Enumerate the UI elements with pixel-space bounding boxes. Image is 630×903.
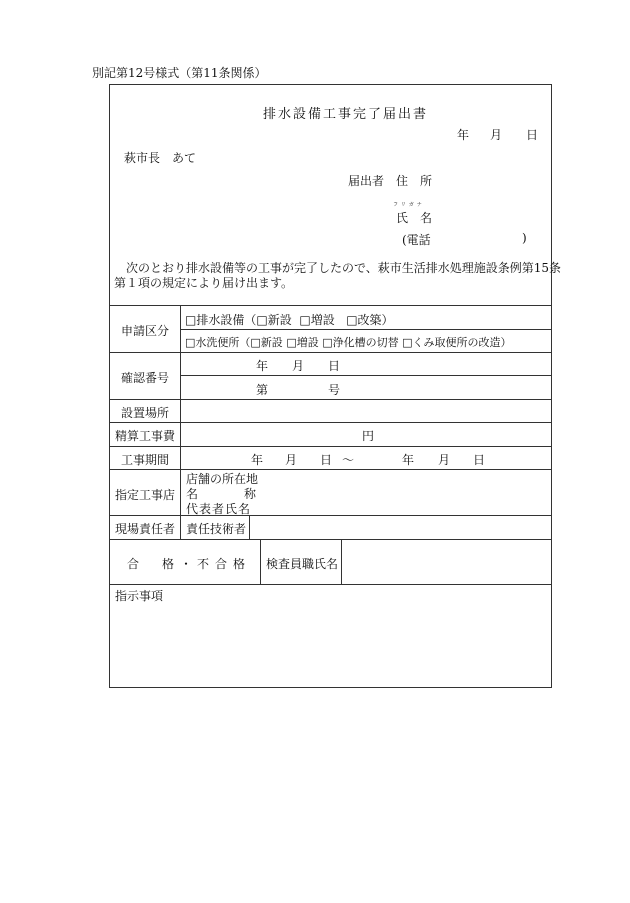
- contractor-rep-label: 代表者氏名: [186, 502, 252, 516]
- date-month: 月: [490, 128, 503, 142]
- toilet-add-checkbox[interactable]: □: [286, 336, 297, 349]
- period-m1: 月: [285, 453, 298, 467]
- fail-label: 不合格: [197, 557, 252, 571]
- table-top-line: [109, 305, 552, 306]
- add-checkbox[interactable]: □: [299, 313, 311, 327]
- name-ruby: フリガナ: [393, 202, 425, 208]
- location-label: 設置場所: [121, 406, 170, 420]
- cost-unit: 円: [362, 429, 375, 443]
- grid-line: [109, 422, 552, 423]
- contractor-name-label-b: 称: [244, 487, 257, 501]
- grid-line: [180, 375, 552, 376]
- grid-line: [109, 469, 552, 470]
- grid-line: [260, 539, 261, 584]
- site-manager-label: 現場責任者: [115, 522, 176, 536]
- addressee: 萩市長 あて: [124, 151, 197, 165]
- period-d1: 日: [320, 453, 333, 467]
- style-reference: 別記第12号様式（第11条関係）: [92, 66, 267, 80]
- contractor-label: 指定工事店: [115, 488, 176, 502]
- pass-char2: 格: [162, 557, 175, 571]
- application-row-toilet: [185, 334, 512, 350]
- grid-line: [341, 539, 342, 584]
- name-label: 氏 名: [396, 211, 433, 225]
- confirmation-month: 月: [292, 359, 305, 373]
- grid-line: [109, 446, 552, 447]
- notifier-label: 届出者: [348, 174, 385, 188]
- toilet-new-checkbox[interactable]: □: [250, 336, 261, 349]
- toilet-new-label: 新設: [260, 336, 283, 349]
- open-paren: （: [239, 336, 251, 349]
- address-label: 住 所: [396, 174, 433, 188]
- grid-line: [249, 515, 250, 539]
- cost-label: 精算工事費: [115, 429, 176, 443]
- septic-switch-label: 浄化槽の切替: [332, 336, 399, 349]
- phone-label: (電話: [402, 233, 431, 247]
- confirmation-dai: 第: [256, 383, 269, 397]
- grid-line: [109, 515, 552, 516]
- grid-line: [109, 352, 552, 353]
- grid-line: [180, 329, 552, 330]
- period-label: 工事期間: [121, 453, 170, 467]
- new-label: 新設: [267, 313, 292, 327]
- contractor-name-label-a: 名: [186, 487, 199, 501]
- date-day: 日: [526, 128, 539, 142]
- rebuild-checkbox[interactable]: □: [346, 313, 358, 327]
- application-type-label: 申請区分: [121, 324, 170, 338]
- close-paren: ）: [500, 336, 512, 349]
- confirmation-go: 号: [328, 383, 341, 397]
- period-y1: 年: [251, 453, 264, 467]
- technician-label: 責任技術者: [186, 522, 247, 536]
- close-paren: ）: [381, 313, 394, 327]
- application-row-drainage: [185, 311, 394, 328]
- toilet-checkbox[interactable]: □: [185, 336, 196, 349]
- period-y2: 年: [402, 453, 415, 467]
- statement-line1: 次のとおり排水設備等の工事が完了したので、萩市生活排水処理施設条例第15条: [126, 261, 562, 275]
- septic-switch-checkbox[interactable]: □: [322, 336, 333, 349]
- period-m2: 月: [438, 453, 451, 467]
- date-year: 年: [457, 128, 470, 142]
- pass-fail-separator: ・: [180, 557, 193, 571]
- drainage-label: 排水設備: [196, 313, 245, 327]
- period-d2: 日: [473, 453, 486, 467]
- pass-char1: 合: [127, 557, 140, 571]
- grid-line: [109, 399, 552, 400]
- add-label: 増設: [310, 313, 335, 327]
- contractor-address-label: 店舗の所在地: [186, 472, 259, 486]
- statement-line2: 第１項の規定により届け出ます。: [114, 276, 294, 290]
- grid-line: [109, 584, 552, 585]
- phone-close: ): [522, 231, 527, 245]
- toilet-label: 水洗便所: [195, 336, 240, 349]
- grid-line: [109, 539, 552, 540]
- drainage-checkbox[interactable]: □: [185, 313, 197, 327]
- toilet-add-label: 増設: [296, 336, 319, 349]
- grid-line: [180, 305, 181, 539]
- confirmation-label: 確認番号: [121, 371, 170, 385]
- rebuild-label: 改築: [357, 313, 382, 327]
- pit-toilet-label: くみ取便所の改造: [412, 336, 501, 349]
- period-tilde: ～: [342, 453, 355, 467]
- form-title: 排水設備工事完了届出書: [263, 107, 429, 122]
- confirmation-year: 年: [256, 359, 269, 373]
- open-paren: （: [244, 313, 257, 327]
- instructions-label: 指示事項: [115, 589, 164, 603]
- pit-toilet-checkbox[interactable]: □: [402, 336, 413, 349]
- new-checkbox[interactable]: □: [256, 313, 268, 327]
- confirmation-day: 日: [328, 359, 341, 373]
- inspector-label: 検査員職氏名: [266, 557, 339, 571]
